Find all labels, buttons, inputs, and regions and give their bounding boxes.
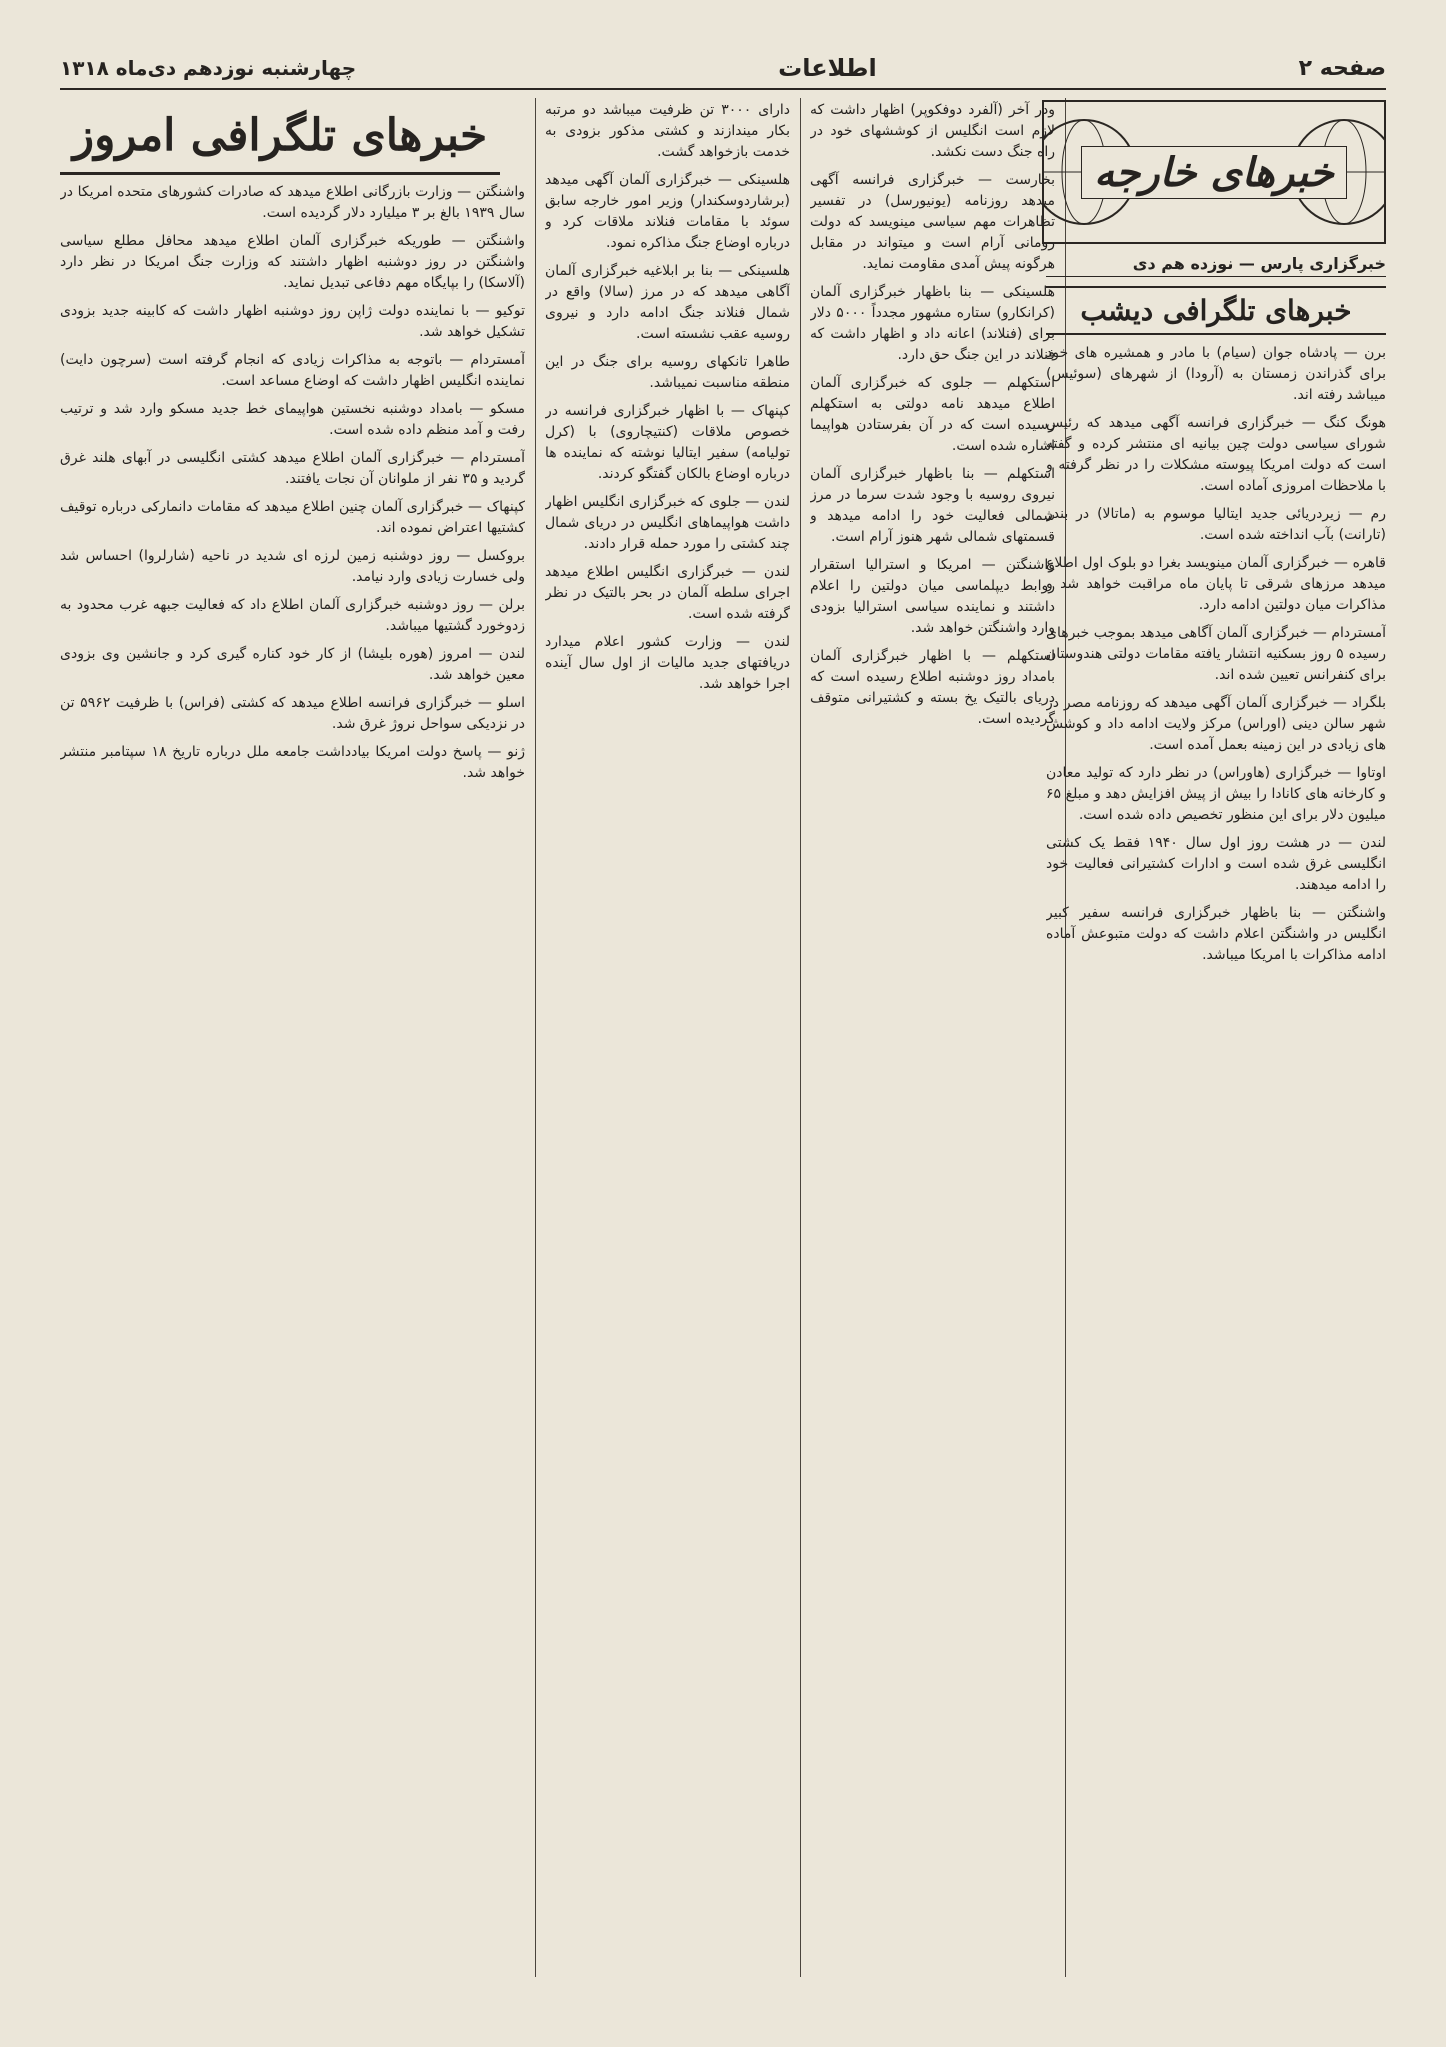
today-news-headline: خبرهای تلگرافی امروز	[60, 98, 500, 175]
news-item: رم — زیردریائی جدید ایتالیا موسوم به (ماتالا) در بندر (تارانت) بآب انداخته شده است.	[1046, 506, 1386, 543]
column-today-news	[60, 182, 525, 1977]
news-item: اوتاوا — خبرگزاری (هاوراس) در نظر دارد که تولید معادن و کارخانه های کانادا را بیش از پیش افزایش دهد و مبلغ ۶۵ میلیون دلار برای این منظور تخصیص داده شده است.	[1046, 765, 1386, 823]
news-item: آمستردام — باتوجه به مذاکرات زیادی که انجام گرفته است (سرچون دایت) نماینده انگلیس اظهار داشت که اوضاع مساعد است.	[60, 352, 525, 389]
foreign-news-banner	[1042, 100, 1386, 244]
news-item: لندن — وزارت کشور اعلام میدارد دریافتهای جدید مالیات از اول سال آینده اجرا خواهد شد.	[545, 634, 790, 692]
news-item: واشنگتن — وزارت بازرگانی اطلاع میدهد که صادرات کشورهای متحده امریکا در سال ۱۹۳۹ بالغ بر ۳ میلیارد دلار گردیده است.	[60, 184, 525, 221]
news-item: ودر آخر (آلفرد دوفکوپر) اظهار داشت که لازم است انگلیس از کوششهای خود در راه جنگ دست نکشد.	[810, 102, 1055, 160]
news-item: کپنهاک — با اظهار خبرگزاری فرانسه در خصوص ملاقات (کنتیچاروی) با (کرل تولیامه) سفیر ایتالیا نوشته که نماینده ها درباره اوضاع بالکان گفتگو کردند.	[545, 403, 790, 482]
news-item: استکهلم — بنا باظهار خبرگزاری آلمان نیروی روسیه با وجود شدت سرما در مرز شمالی فعالیت خود را ادامه میدهد و قسمتهای شمالی شهر هنوز آرام است.	[810, 466, 1055, 545]
column-divider	[535, 98, 536, 1977]
dateline: خبرگزاری پارس — نوزده هم دی	[1046, 250, 1386, 277]
column-three	[545, 100, 790, 1977]
news-item: واشنگتن — طوریکه خبرگزاری آلمان اطلاع میدهد محافل مطلع سیاسی واشنگتن در روز دوشنبه اظهار داشتند که وزارت جنگ امریکا در نظر دارد (آلاسکا) را بپایگاه مهم دفاعی تبدیل نماید.	[60, 233, 525, 291]
column-divider	[800, 98, 801, 1977]
news-item: لندن — امروز (هوره بلیشا) از کار خود کناره گیری کرد و جانشین وی بزودی معین خواهد شد.	[60, 646, 525, 683]
news-item: برلن — روز دوشنبه خبرگزاری آلمان اطلاع داد که فعالیت جبهه غرب محدود به زدوخورد گشتیها میباشد.	[60, 597, 525, 634]
news-item: هلسینکی — بنا بر ابلاغیه خبرگزاری آلمان آگاهی میدهد که در مرز (سالا) واقع در شمال فنلاند جنگ ادامه دارد و نیروی روسیه عقب نشسته است.	[545, 263, 790, 342]
news-item: آمستردام — خبرگزاری آلمان آگاهی میدهد بموجب خبرهای رسیده ۵ روز بسکنیه انتشار یافته مقامات دولتی هندوستان برای کنفرانس تعیین شده اند.	[1046, 625, 1386, 683]
news-item: واشنگتن — امریکا و استرالیا استقرار روابط دیپلماسی میان دولتین را اعلام داشتند و نماینده سیاسی استرالیا بزودی وارد واشنگتن خواهد شد.	[810, 557, 1055, 636]
news-item: لندن — در هشت روز اول سال ۱۹۴۰ فقط یک کشتی انگلیسی غرق شده است و ادارات کشتیرانی فعالیت خود را ادامه میدهند.	[1046, 835, 1386, 893]
news-item: بخارست — خبرگزاری فرانسه آگهی میدهد روزنامه (یونیورسل) در تفسیر تظاهرات مهم سیاسی مینویسد که دولت رومانی آرام است و میتواند در مقابل هرگونه پیش آمدی مقاومت نماید.	[810, 172, 1055, 272]
news-item: بروکسل — روز دوشنبه زمین لرزه ای شدید در ناحیه (شارلروا) احساس شد ولی خسارت زیادی وارد نیامد.	[60, 548, 525, 585]
news-item: اسلو — خبرگزاری فرانسه اطلاع میدهد که کشتی (فراس) با ظرفیت ۵۹۶۲ تن در نزدیکی سواحل نروژ غرق شد.	[60, 695, 525, 732]
issue-date: چهارشنبه نوزدهم دی‌ماه ۱۳۱۸	[60, 56, 357, 80]
news-item: طاهرا تانکهای روسیه برای جنگ در این منطقه مناسبت نمیباشد.	[545, 354, 790, 391]
banner-title: خبرهای خارجه	[1081, 146, 1347, 199]
news-item: واشنگتن — بنا باظهار خبرگزاری فرانسه سفیر کبیر انگلیس در واشنگتن اعلام داشت که دولت متبوعش آماده ادامه مذاکرات با امریکا میباشد.	[1046, 905, 1386, 963]
page-number: صفحه ۲	[1298, 55, 1386, 81]
news-item: هونگ کنگ — خبرگزاری فرانسه آگهی میدهد که رئیس شورای سیاسی دولت چین بیانیه ای منتشر کرده و گفته است که دولت امریکا پیوسته مشکلات را در نظر گرفته و با ملاحظات امروزی آماده است.	[1046, 415, 1386, 494]
news-item: برن — پادشاه جوان (سیام) با مادر و همشیره های خود برای گذراندن زمستان به (آرودا) از شهرهای (سوئیس) میباشد رفته اند.	[1046, 345, 1386, 403]
section-subhead: خبرهای تلگرافی دیشب	[1046, 286, 1386, 335]
news-item: لندن — جلوی که خبرگزاری انگلیس اظهار داشت هواپیماهای انگلیس در دریای شمال چند کشتی را مورد حمله قرار دادند.	[545, 494, 790, 552]
column-two	[810, 100, 1055, 1977]
news-item: دارای ۳۰۰۰ تن ظرفیت میباشد دو مرتبه بکار میندازند و کشتی مذکور بزودی به خدمت بازخواهد گشت.	[545, 102, 790, 160]
column-foreign-news	[1046, 286, 1386, 1977]
page-header	[60, 48, 1386, 90]
newspaper-name: اطلاعات	[778, 54, 877, 82]
news-item: بلگراد — خبرگزاری آلمان آگهی میدهد که روزنامه مصر در شهر سالن دینی (اوراس) مرکز ولایت ادامه داد و کوشش های زیادی در این زمینه بعمل آمده است.	[1046, 695, 1386, 753]
news-item: مسکو — بامداد دوشنبه نخستین هواپیمای خط جدید مسکو وارد شد و ترتیب رفت و آمد منظم داده شده است.	[60, 401, 525, 438]
news-item: توکیو — با نماینده دولت ژاپن روز دوشنبه اظهار داشت که کابینه جدید بزودی تشکیل خواهد شد.	[60, 303, 525, 340]
news-item: هلسینکی — خبرگزاری آلمان آگهی میدهد (برشاردوسکندار) وزیر امور خارجه سابق سوئد با مقامات فنلاند ملاقات کرد و درباره اوضاع جنگ مذاکره نمود.	[545, 172, 790, 251]
news-item: استکهلم — جلوی که خبرگزاری آلمان اطلاع میدهد نامه دولتی به استکهلم رسیده است که در آن بفرستادن هواپیما اشاره شده است.	[810, 375, 1055, 454]
news-item: لندن — خبرگزاری انگلیس اطلاع میدهد اجرای سلطه آلمان در بحر بالتیک در نظر گرفته شده است.	[545, 564, 790, 622]
news-item: هلسینکی — بنا باظهار خبرگزاری آلمان (کرانکارو) ستاره مشهور مجدداً ۵۰۰۰ دلار برای (فنلاند) اعانه داد و اظهار داشت که فنلاند در این جنگ حق دارد.	[810, 284, 1055, 363]
news-item: استکهلم — با اظهار خبرگزاری آلمان بامداد روز دوشنبه اطلاع رسیده است که دریای بالتیک یخ بسته و کشتیرانی متوقف گردیده است.	[810, 648, 1055, 727]
news-item: ژنو — پاسخ دولت امریکا بیادداشت جامعه ملل درباره تاریخ ۱۸ سپتامبر منتشر خواهد شد.	[60, 744, 525, 781]
news-item: آمستردام — خبرگزاری آلمان اطلاع میدهد کشتی انگلیسی در آبهای هلند غرق گردید و ۳۵ نفر از ملوانان آن نجات یافتند.	[60, 450, 525, 487]
news-item: کپنهاک — خبرگزاری آلمان چنین اطلاع میدهد که مقامات دانمارکی درباره توقیف کشتیها اعتراض نموده اند.	[60, 499, 525, 536]
news-item: قاهره — خبرگزاری آلمان مینویسد بغرا دو بلوک اول اطلاع میدهد مرزهای شرقی تا پایان ماه مراقبت خواهد شد و مذاکرات میان دولتین ادامه دارد.	[1046, 555, 1386, 613]
